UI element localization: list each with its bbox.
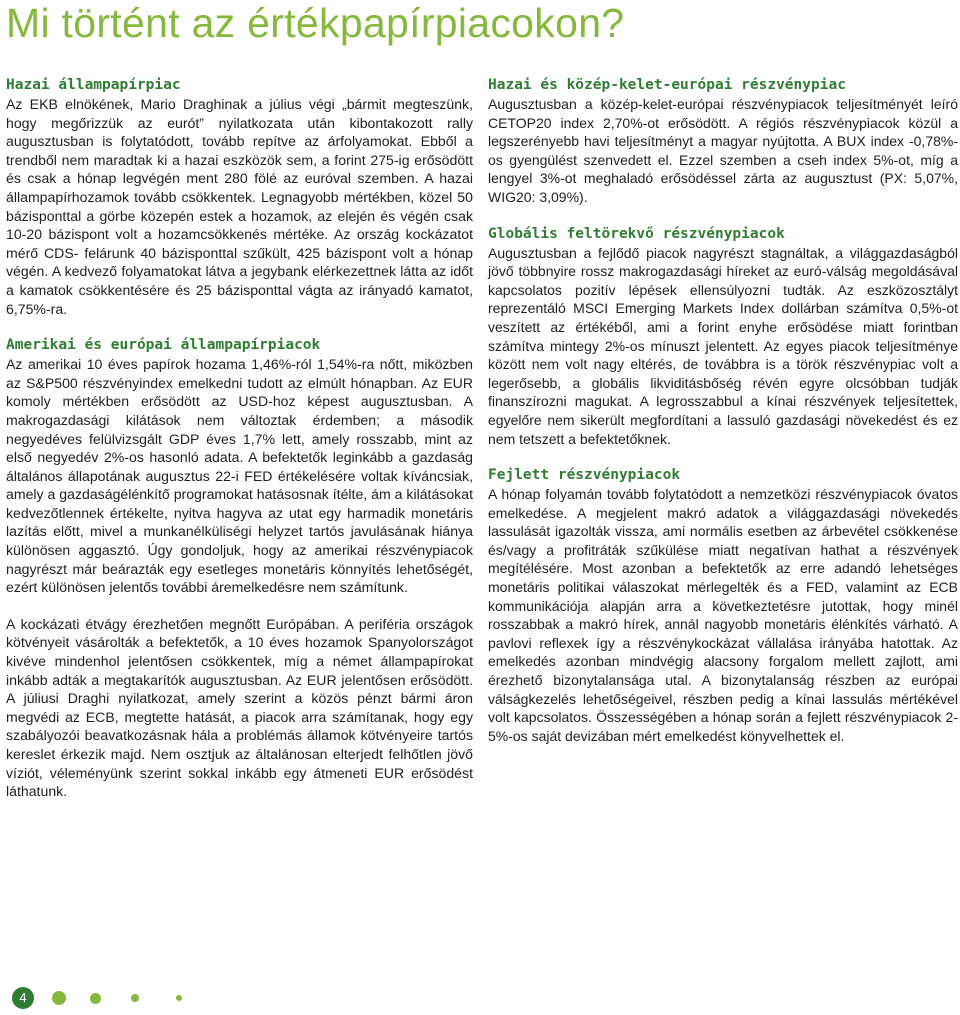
decorative-dot-icon xyxy=(52,991,66,1005)
section-heading-hazai-allampapirpiac: Hazai állampapírpiac xyxy=(6,77,181,93)
section-text-amerikai-allampapirpiacok: Az amerikai 10 éves papírok hozama 1,46%-ról 1,54%-ra nőtt, miközben az S&P500 részvényindex emelkedni tudott az elmúlt hónapban. Az EUR komoly mértékben erősödött az USD-hoz képest augusztusban. A makrogazdasági kilátások nem változtak érdemben; a második negyedéves felülvizsgált GDP éves 1,7% lett, amely rosszabb, mint az első negyedév 2%-os hasonló adata. A befektetők leginkább a gazdaság általános állapotának augusztus 22-i FED értékelésére voltak kíváncsiak, amely a gazdaságélénkítő programokat hatásosnak ítélte, ám a kilátásokat kedvezőtlennek értékelte, nyitva hagyva az utat egy harmadik monetáris lazítás előtt, mivel a munkanélküliségi helyzet tartós javulásának hiánya különösen aggasztó. Úgy gondoljuk, hogy az amerikai részvénypiacok nagyrészt már beárazták egy esetleges monetáris könnyítés lehetőségét, ezért különösen jelentős további áremelkedésre nem számítunk. xyxy=(6,356,473,596)
section-heading-hazai-kke-reszvenypiac: Hazai és közép-kelet-európai részvénypiac xyxy=(488,77,846,93)
decorative-dot-icon xyxy=(131,994,139,1002)
page-footer xyxy=(12,987,212,1011)
section-text-globalis-feltorekvo: Augusztusban a fejlődő piacok nagyrészt stagnáltak, a világgazdaságból jövő többnyire rossz makrogazdasági híreket az euró-válság megoldásával kapcsolatos pozitív lépések ellensúlyozni tudták. Az eszközosztályt reprezentáló MSCI Emerging Markets Index dollárban számítva 0,5%-ot veszített az értékéből, ami a forint enyhe erősödése miatt forintban számítva mintegy 2%-os mínuszt jelentett. Az egyes piacok teljesítménye között nem volt nagy eltérés, de továbbra is a török részvénypiac volt a legerősebb, a globális likviditásbőség révén egyre olcsóbban tudják finanszírozni magukat. A legrosszabbul a kínai részvények teljesítettek, egyelőre nem sikerült megfordítani a lassuló gazdasági növekedést és ez nem tetszett a befektetőknek. xyxy=(488,244,958,447)
section-text-hazai-kke-reszvenypiac: Augusztusban a közép-kelet-európai részvénypiacok teljesítményét leíró CETOP20 index 2,70%-ot erősödött. A régiós részvénypiacok közül a legszerényebb havi teljesítményt a magyar nyújtotta. A BUX index -0,78%-os gyengülést szenvedett el. Ezzel szemben a cseh index 5%-ot, míg a lengyel 3%-ot meghaladó erősödéssel zárta az augusztust (PX: 5,07%, WIG20: 3,09%). xyxy=(488,96,958,205)
section-heading-fejlett-reszvenypiacok: Fejlett részvénypiacok xyxy=(488,467,681,484)
decorative-dot-icon xyxy=(90,993,101,1004)
left-column xyxy=(6,76,473,801)
section-heading-globalis-feltorekvo: Globális feltörekvő részvénypiacok xyxy=(488,225,785,242)
section-text-europai-allampapirpiacok: A kockázati étvágy érezhetően megnőtt Európában. A periféria országok kötvényeit vásárolták a befektetők, a 10 éves hozamok Spanyolországot kivéve mindenhol jelentősen csökkentek, míg a német állampapírokat inkább adták a megtakarítók augusztusban. Az EUR jelentősen erősödött. A júliusi Draghi nyilatkozat, amely szerint a közös pénzt bármi áron megvédi az ECB, megtette hatását, a piacok arra számítanak, hogy egy szabályozói beavatkozásnak hála a problémás államok kötvényeire tartós kereslet érkezik majd. Nem osztjuk az általánosan elterjedt felhőtlen jövő víziót, véleményünk szerint sokkal inkább egy átmeneti EUR erősödést láthatunk. xyxy=(6,615,473,800)
section-text-hazai-allampapirpiac: Az EKB elnökének, Mario Draghinak a július végi „bármit megteszünk, hogy megőrizzük az eurót” nyilatkozata után kibontakozott rally augusztusban is folytatódott, tovább repítve az árfolyamokat. Ebből a trendből nem maradtak ki a hazai eszközök sem, a forint 275-ig erősödött és csak a hónap legvégén ment 280 fölé az euróval szemben. A hazai állampapírhozamok tovább csökkentek. Legnagyobb mértékben, közel 50 bázisponttal a görbe közepén estek a hozamok, az elején és végén csak 10-20 bázispont volt a hozamcsökkenés mértéke. Az ország kockázatot mérő CDS- felárunk 40 bázisponttal szűkült, 425 bázispont volt a hónap végén. A kedvező folyamatokat látva a jegybank elérkezettnek látta az időt a kamatok csökkentésére és 25 bázisponttal vágta az irányadó kamatot, 6,75%-ra. xyxy=(6,96,473,317)
section-heading-amerikai-europai-allampapirpiacok: Amerikai és európai állampapírpiacok xyxy=(6,337,321,354)
decorative-dot-icon xyxy=(176,995,182,1001)
section-text-fejlett-reszvenypiacok: A hónap folyamán tovább folytatódott a nemzetközi részvénypiacok óvatos emelkedése. A megjelent makró adatok a világgazdasági növekedés lassulását igazolták vissza, ami normális esetben az árbevétel csökkenése és/vagy a profitráták szűkülése miatt negatívan hathat a részvények megítélésére. Most azonban a befektetők az erre adandó lehetséges monetáris politikai válaszokat mérlegelték és a FED, valamint az ECB kommunikációja alapján arra a következtetésre jutottak, hogy minél rosszabbak a makró hírek, annál nagyobb monetáris élénkítés várható. A pavlovi reflexek így a részvénykockázat vállalása irányába hatottak. Az emelkedés azonban mindvégig alacsony forgalom mellett zajlott, ami érezhető bizonytalansága utal. A bizonytalanság részben az európai válságkezelés lehetőségeivel, részben pedig a kínai lassulás mértékével volt kapcsolatos. Összességében a hónap során a fejlett részvénypiacok 2-5%-os saját devizában mért emelkedést könyvelhettek el. xyxy=(488,486,958,744)
right-column xyxy=(488,76,958,745)
page-number-badge: 4 xyxy=(12,987,34,1009)
page-title: Mi történt az értékpapírpiacokon? xyxy=(6,0,625,46)
